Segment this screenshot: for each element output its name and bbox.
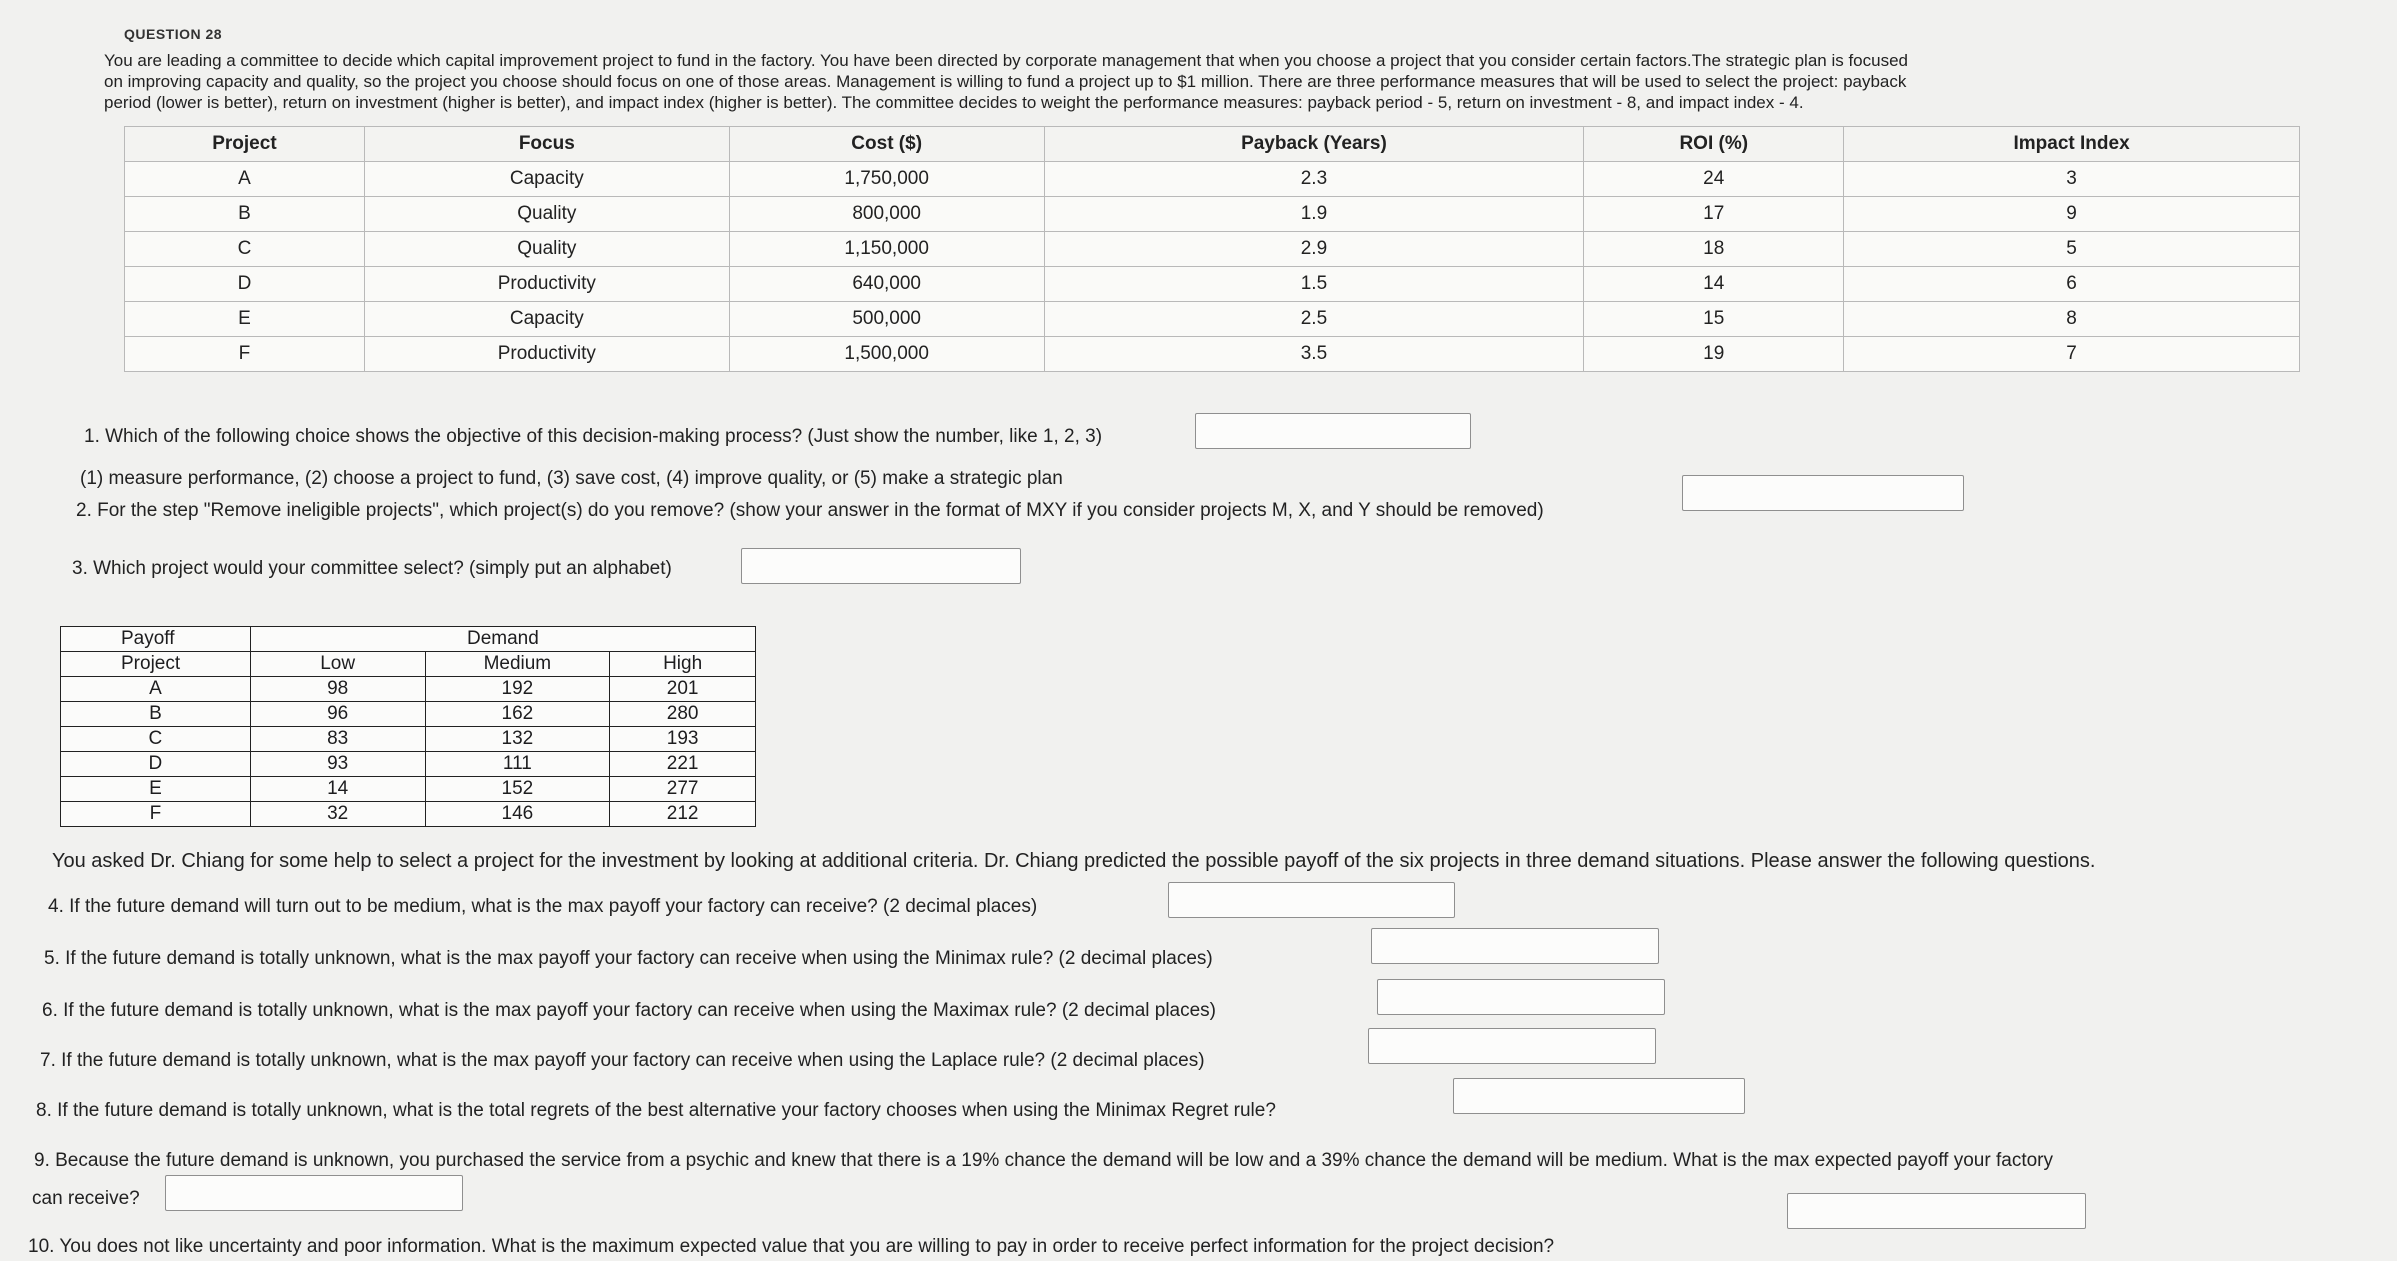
cell-low: 83 [250,727,425,752]
cell-impact: 9 [1844,197,2300,232]
cell-impact: 3 [1844,162,2300,197]
question-5-text: 5. If the future demand is totally unknown, what is the max payoff your factory can receive when using the Minimax rule? (2 decimal places) [44,948,1213,969]
cell-roi: 15 [1584,302,1844,337]
cell-project: E [61,777,251,802]
header-high: High [610,652,756,677]
cell-high: 212 [610,802,756,827]
payoff-table [60,626,756,827]
answer-input-q6[interactable] [1377,979,1665,1015]
cell-medium: 146 [425,802,610,827]
cell-payback: 1.5 [1044,267,1584,302]
question-3-text: 3. Which project would your committee select? (simply put an alphabet) [72,558,672,579]
table-row [61,777,756,802]
cell-project: D [61,752,251,777]
cell-medium: 162 [425,702,610,727]
cell-project: C [125,232,365,267]
cell-medium: 111 [425,752,610,777]
cell-medium: 132 [425,727,610,752]
table-row [125,267,2300,302]
cell-impact: 5 [1844,232,2300,267]
cell-roi: 18 [1584,232,1844,267]
problem-statement [104,50,2254,113]
cell-cost: 1,500,000 [729,337,1044,372]
cell-project: E [125,302,365,337]
intro-line-2: on improving capacity and quality, so the project you choose should focus on one of those areas. Management is willing to fund a project up to $1 million. There are three performance measures that will be used to select the project: payback [104,72,1907,91]
cell-roi: 24 [1584,162,1844,197]
cell-low: 93 [250,752,425,777]
answer-input-q4[interactable] [1168,882,1455,918]
table-row [125,197,2300,232]
answer-input-q10[interactable] [1787,1193,2086,1229]
cell-project: A [125,162,365,197]
header-payback: Payback (Years) [1044,127,1584,162]
cell-impact: 8 [1844,302,2300,337]
cell-payback: 2.9 [1044,232,1584,267]
cell-low: 32 [250,802,425,827]
cell-low: 14 [250,777,425,802]
cell-roi: 17 [1584,197,1844,232]
cell-focus: Quality [364,232,729,267]
cell-high: 221 [610,752,756,777]
cell-cost: 1,150,000 [729,232,1044,267]
cell-low: 96 [250,702,425,727]
cell-impact: 7 [1844,337,2300,372]
cell-medium: 152 [425,777,610,802]
answer-input-q3[interactable] [741,548,1021,584]
header-roi: ROI (%) [1584,127,1844,162]
question-1-options: (1) measure performance, (2) choose a project to fund, (3) save cost, (4) improve quality, or (5) make a strategic plan [80,468,1063,489]
cell-focus: Productivity [364,337,729,372]
question-8-text: 8. If the future demand is totally unknown, what is the total regrets of the best alternative your factory chooses when using the Minimax Regret rule? [36,1100,1276,1121]
payoff-corner-label: Payoff [61,627,251,652]
question-4-text: 4. If the future demand will turn out to be medium, what is the max payoff your factory can receive? (2 decimal places) [48,896,1038,917]
cell-project: F [125,337,365,372]
answer-input-q9[interactable] [165,1175,463,1211]
answer-input-q2[interactable] [1682,475,1964,511]
table-row [125,232,2300,267]
question-number-label: QUESTION 28 [124,26,223,42]
table-row [125,302,2300,337]
table-row [61,802,756,827]
cell-cost: 640,000 [729,267,1044,302]
question-9-text-cont: can receive? [32,1188,140,1209]
table-row [61,752,756,777]
cell-project: B [61,702,251,727]
cell-focus: Capacity [364,302,729,337]
cell-project: F [61,802,251,827]
header-project: Project [125,127,365,162]
cell-payback: 2.5 [1044,302,1584,337]
question-6-text: 6. If the future demand is totally unknown, what is the max payoff your factory can receive when using the Maximax rule? (2 decimal places) [42,1000,1217,1021]
header-cost: Cost ($) [729,127,1044,162]
answer-input-q5[interactable] [1371,928,1659,964]
intro-line-1: You are leading a committee to decide which capital improvement project to fund in the factory. You have been directed by corporate management that when you choose a project that you consider certain factors.The strategic plan is focused [104,51,1909,70]
cell-impact: 6 [1844,267,2300,302]
intro-line-3: period (lower is better), return on investment (higher is better), and impact index (higher is better). The committee decides to weight the performance measures: payback period - 5, return on investment - 8, and impact index - 4. [104,93,1804,112]
payoff-context-text: You asked Dr. Chiang for some help to select a project for the investment by looking at additional criteria. Dr. Chiang predicted the possible payoff of the six projects in three demand situations. Please answer the following questions. [52,850,2096,872]
cell-focus: Quality [364,197,729,232]
question-2-text: 2. For the step "Remove ineligible projects", which project(s) do you remove? (show your answer in the format of MXY if you consider projects M, X, and Y should be removed) [76,500,1544,521]
cell-high: 193 [610,727,756,752]
project-table-header-row [125,127,2300,162]
cell-focus: Capacity [364,162,729,197]
demand-group-header: Demand [250,627,755,652]
cell-project: A [61,677,251,702]
cell-payback: 1.9 [1044,197,1584,232]
cell-high: 280 [610,702,756,727]
table-row [61,727,756,752]
question-9-text: 9. Because the future demand is unknown, you purchased the service from a psychic and knew that there is a 19% chance the demand will be low and a 39% chance the demand will be medium. What is the max expected payoff your factory [34,1150,2054,1171]
cell-payback: 3.5 [1044,337,1584,372]
table-row [61,677,756,702]
project-criteria-table [124,126,2300,372]
header-focus: Focus [364,127,729,162]
cell-high: 277 [610,777,756,802]
payoff-header-row [61,652,756,677]
cell-cost: 500,000 [729,302,1044,337]
cell-roi: 19 [1584,337,1844,372]
header-medium: Medium [425,652,610,677]
cell-cost: 800,000 [729,197,1044,232]
question-10-text: 10. You does not like uncertainty and poor information. What is the maximum expected value that you are willing to pay in order to receive perfect information for the project decision? [28,1236,1555,1257]
cell-high: 201 [610,677,756,702]
cell-roi: 14 [1584,267,1844,302]
answer-input-q7[interactable] [1368,1028,1656,1064]
question-7-text: 7. If the future demand is totally unknown, what is the max payoff your factory can receive when using the Laplace rule? (2 decimal places) [40,1050,1205,1071]
cell-payback: 2.3 [1044,162,1584,197]
table-row [61,702,756,727]
cell-project: C [61,727,251,752]
cell-focus: Productivity [364,267,729,302]
table-row [125,337,2300,372]
project-column-header: Project [61,652,251,677]
header-impact-index: Impact Index [1844,127,2300,162]
answer-input-q1[interactable] [1195,413,1471,449]
cell-project: D [125,267,365,302]
cell-project: B [125,197,365,232]
table-row [125,162,2300,197]
cell-cost: 1,750,000 [729,162,1044,197]
cell-low: 98 [250,677,425,702]
header-low: Low [250,652,425,677]
cell-medium: 192 [425,677,610,702]
answer-input-q8[interactable] [1453,1078,1745,1114]
question-1-text: 1. Which of the following choice shows the objective of this decision-making process? (Just show the number, like 1, 2, 3) [84,426,1103,447]
